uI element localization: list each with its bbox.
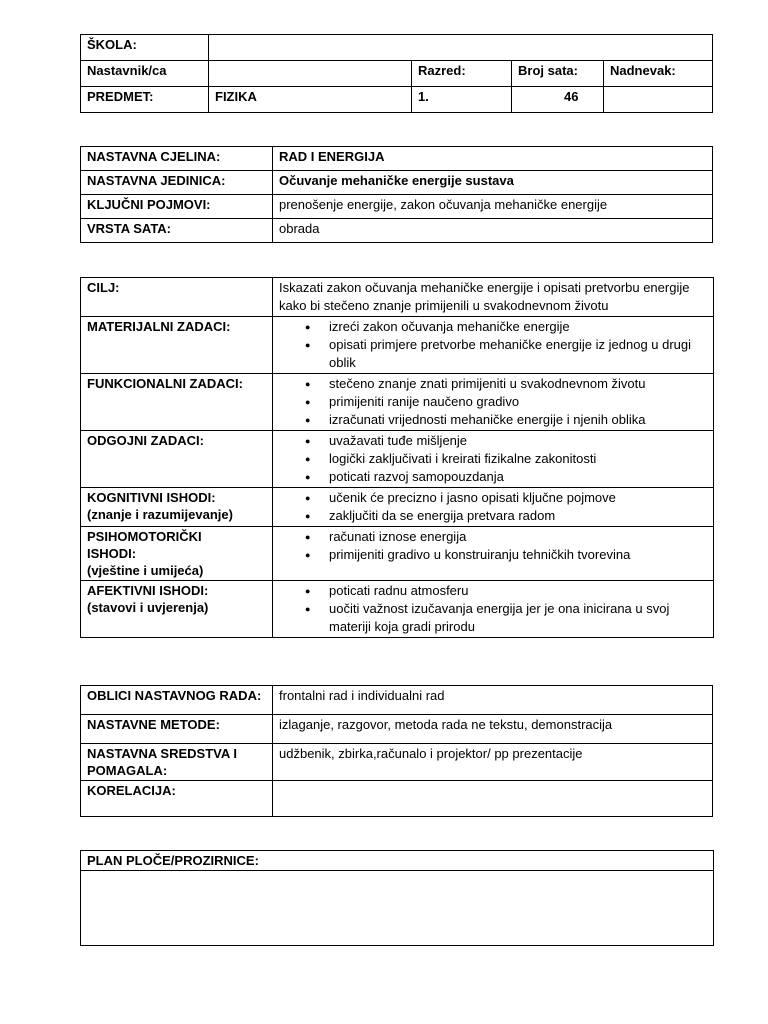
nadnevak-value <box>604 87 713 113</box>
skola-value <box>209 35 713 61</box>
nastavnik-label: Nastavnik/ca <box>81 61 209 87</box>
list-item: ● zaključiti da se energija pretvara radom <box>329 507 707 525</box>
nadnevak-label: Nadnevak: <box>604 61 713 87</box>
metode-value: izlaganje, razgovor, metoda rada ne tekstu, demonstracija <box>273 715 713 744</box>
predmet-label: PREDMET: <box>81 87 209 113</box>
funkcionalni-label: FUNKCIONALNI ZADACI: <box>81 374 273 431</box>
materijalni-label: MATERIJALNI ZADACI: <box>81 317 273 374</box>
list-item: ● primijeniti ranije naučeno gradivo <box>329 393 707 411</box>
afektivni-label <box>81 581 273 638</box>
vrsta-value: obrada <box>273 219 713 243</box>
header-table <box>80 34 713 113</box>
razred-label: Razred: <box>412 61 512 87</box>
predmet-value: FIZIKA <box>209 87 412 113</box>
list-item: ● izračunati vrijednosti mehaničke energije i njenih oblika <box>329 411 707 429</box>
odgojni-label: ODGOJNI ZADACI: <box>81 431 273 488</box>
list-item: ● izreći zakon očuvanja mehaničke energije <box>329 318 707 336</box>
sredstva-label-line1: NASTAVNA SREDSTVA I <box>87 746 237 761</box>
kognitivni-label <box>81 488 273 527</box>
methods-table <box>80 685 713 817</box>
materijalni-cell <box>273 317 714 374</box>
list-item: ● opisati primjere pretvorbe mehaničke energije iz jednog u drugi oblik <box>329 336 707 372</box>
korelacija-label: KORELACIJA: <box>81 781 273 817</box>
afektivni-label-line1: AFEKTIVNI ISHODI: <box>87 583 209 598</box>
cjelina-label: NASTAVNA CJELINA: <box>81 147 273 171</box>
funkcionalni-cell <box>273 374 714 431</box>
list-item: ● učenik će precizno i jasno opisati ključne pojmove <box>329 489 707 507</box>
kognitivni-label-line1: KOGNITIVNI ISHODI: <box>87 490 216 505</box>
razred-value: 1. <box>412 87 512 113</box>
list-item: ● računati iznose energija <box>329 528 707 546</box>
list-item: ● stečeno znanje znati primijeniti u svakodnevnom životu <box>329 375 707 393</box>
oblici-value: frontalni rad i individualni rad <box>273 686 713 715</box>
list-item: ● uvažavati tuđe mišljenje <box>329 432 707 450</box>
odgojni-cell <box>273 431 714 488</box>
psihomotoricki-label <box>81 527 273 581</box>
nastavnik-value <box>209 61 412 87</box>
list-item: ● poticati radnu atmosferu <box>329 582 707 600</box>
jedinica-label: NASTAVNA JEDINICA: <box>81 171 273 195</box>
kognitivni-cell <box>273 488 714 527</box>
korelacija-value <box>273 781 713 817</box>
list-item: ● uočiti važnost izučavanja energija jer je ona inicirana u svoj materiji koja gradi prirodu <box>329 600 707 636</box>
afektivni-list <box>279 582 707 636</box>
pojmovi-label: KLJUČNI POJMOVI: <box>81 195 273 219</box>
materijalni-list <box>279 318 707 372</box>
sredstva-label-line2: POMAGALA: <box>87 763 168 778</box>
psihomotoricki-label-line1: PSIHOMOTORIČKI <box>87 529 202 544</box>
psihomotoricki-cell <box>273 527 714 581</box>
oblici-label: OBLICI NASTAVNOG RADA: <box>81 686 273 715</box>
odgojni-list <box>279 432 707 486</box>
list-item: ● primijeniti gradivo u konstruiranju tehničkih tvorevina <box>329 546 707 564</box>
goals-table <box>80 277 714 638</box>
plan-value <box>81 871 714 946</box>
skola-label: ŠKOLA: <box>81 35 209 61</box>
cjelina-value: RAD I ENERGIJA <box>273 147 713 171</box>
psihomotoricki-label-line3: (vještine i umijeća) <box>87 563 204 578</box>
vrsta-label: VRSTA SATA: <box>81 219 273 243</box>
plan-table <box>80 850 714 946</box>
jedinica-value: Očuvanje mehaničke energije sustava <box>273 171 713 195</box>
list-item: ● logički zaključivati i kreirati fizikalne zakonitosti <box>329 450 707 468</box>
list-item: ● poticati razvoj samopouzdanja <box>329 468 707 486</box>
kognitivni-list <box>279 489 707 525</box>
psihomotoricki-label-line2: ISHODI: <box>87 546 137 561</box>
unit-table <box>80 146 713 243</box>
psihomotoricki-list <box>279 528 707 564</box>
sredstva-label <box>81 744 273 781</box>
cilj-label: CILJ: <box>81 278 273 317</box>
metode-label: NASTAVNE METODE: <box>81 715 273 744</box>
broj-sata-value: 46 <box>512 87 604 113</box>
cilj-value: Iskazati zakon očuvanja mehaničke energije i opisati pretvorbu energije kako bi stečeno znanje primijenili u svakodnevnom životu <box>273 278 714 317</box>
funkcionalni-list <box>279 375 707 429</box>
kognitivni-label-line2: (znanje i razumijevanje) <box>87 507 233 522</box>
plan-label: PLAN PLOČE/PROZIRNICE: <box>81 851 714 871</box>
sredstva-value: udžbenik, zbirka,računalo i projektor/ pp prezentacije <box>273 744 713 781</box>
broj-sata-label: Broj sata: <box>512 61 604 87</box>
pojmovi-value: prenošenje energije, zakon očuvanja mehaničke energije <box>273 195 713 219</box>
afektivni-cell <box>273 581 714 638</box>
afektivni-label-line2: (stavovi i uvjerenja) <box>87 600 209 615</box>
